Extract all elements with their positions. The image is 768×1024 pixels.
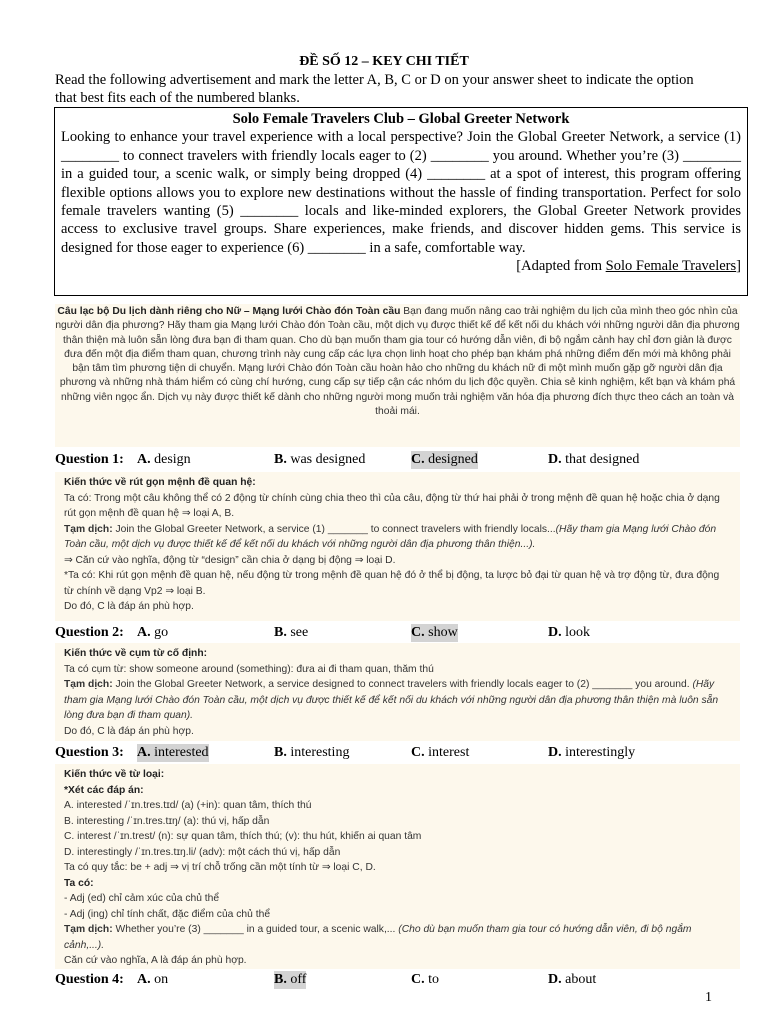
exp-translation: Tạm dịch: Join the Global Greeter Network, a service (1) _______ to connect travelers with friendly locals...(Hãy tham gia Mạng lưới Chào đón Toàn cầu, một dịch vụ được thiết kế để kết nối du khách với những người dân địa phương thân thiện...). bbox=[64, 523, 717, 550]
exp-line: D. interestingly /ˈɪn.tres.tɪŋ.li/ (adv): một cách thú vị, hấp dẫn bbox=[64, 846, 341, 858]
exp-line: Do đó, C là đáp án phù hợp. bbox=[64, 601, 194, 612]
option-d[interactable]: D. that designed bbox=[548, 452, 640, 467]
advertisement-title: Solo Female Travelers Club – Global Greeter Network bbox=[232, 111, 570, 127]
exp-line: Ta có cụm từ: show someone around (something): đưa ai đi tham quan, thăm thú bbox=[64, 663, 434, 675]
exp-line: Do đó, C là đáp án phù hợp. bbox=[64, 725, 194, 737]
explanation-1 bbox=[55, 472, 740, 621]
option-c[interactable]: C. show bbox=[411, 625, 458, 640]
advertisement-body: Looking to enhance your travel experience with a local perspective? Join the Global Greeter Network, a service (1) ________ to connect travelers with friendly locals eager to (2) ________ you around. Whether you’re (3) ________ in a guided tour, a scenic walk, or simply being dropped (4) ________ at a spot of interest, this program offering flexible options allows you to explore new destinations without the hassle of finding transportation. Perfect for solo female travelers wanting (5) ________ locals and like-minded explorers, the Global Greeter Network provides access to exclusive travel groups. Share experiences, make friends, and discover hidden gems. This service is designed for those eager to experience (6) ________ in a safe, comfortable way. bbox=[61, 129, 741, 256]
question-3 bbox=[55, 744, 755, 762]
question-label: Question 4: bbox=[55, 972, 124, 987]
question-label: Question 3: bbox=[55, 745, 124, 760]
translation-box bbox=[55, 304, 740, 447]
exp-line: *Ta có: Khi rút gọn mệnh đề quan hệ, nếu động từ trong mệnh đề quan hệ đó ở thể bị động, ta lược bỏ đại từ quan hệ và trợ động từ, đưa động từ chính về dạng Vp2 ⇒ loại B. bbox=[64, 570, 720, 597]
explanation-2 bbox=[55, 643, 740, 741]
source-prefix: [Adapted from bbox=[516, 258, 606, 275]
page-number: 1 bbox=[705, 990, 712, 1005]
exp-line: - Adj (ed) chỉ cảm xúc của chủ thể bbox=[64, 893, 220, 904]
option-a[interactable]: A. go bbox=[137, 625, 169, 640]
question-label: Question 1: bbox=[55, 452, 124, 467]
exp-heading: *Xét các đáp án: bbox=[64, 784, 144, 796]
instructions: Read the following advertisement and mark the letter A, B, C or D on your answer sheet to indicate the option that best fits each of the numbered blanks. bbox=[55, 72, 694, 106]
option-c[interactable]: C. interest bbox=[411, 745, 470, 760]
exp-line: C. interest /ˈɪn.trest/ (n): sự quan tâm, thích thú; (v): thu hút, khiến ai quan tâm bbox=[64, 831, 422, 842]
option-d[interactable]: D. interestingly bbox=[548, 745, 636, 760]
question-label: Question 2: bbox=[55, 625, 124, 640]
option-c[interactable]: C. to bbox=[411, 972, 440, 987]
exp-translation: Tạm dịch: Whether you’re (3) _______ in a guided tour, a scenic walk,... (Cho dù bạn muốn tham gia tour có hướng dẫn viên, đi bộ ngắm cảnh,...). bbox=[64, 924, 692, 951]
option-b[interactable]: B. interesting bbox=[274, 745, 350, 760]
exp-heading: Kiến thức về cụm từ cố định: bbox=[64, 648, 208, 659]
exp-line: Ta có: Trong một câu không thể có 2 động từ chính cùng chia theo thì của câu, động từ thứ hai phải ở trong mệnh đề quan hệ hoặc chia ở dạng rút gọn mệnh đề quan hệ ⇒ loại A, B. bbox=[64, 492, 720, 519]
exp-line: Ta có quy tắc: be + adj ⇒ vị trí chỗ trống cần một tính từ ⇒ loại C, D. bbox=[64, 862, 376, 873]
exp-line: B. interesting /ˈɪn.tres.tɪŋ/ (a): thú vị, hấp dẫn bbox=[64, 815, 270, 827]
option-a[interactable]: A. on bbox=[137, 972, 169, 987]
source-link[interactable]: Solo Female Travelers bbox=[605, 258, 737, 275]
explanation-3 bbox=[55, 764, 740, 969]
exp-line: ⇒ Căn cứ vào nghĩa, động từ “design” cần chia ở dạng bị động ⇒ loại D. bbox=[64, 554, 396, 566]
option-b[interactable]: B. was designed bbox=[274, 452, 366, 467]
question-2 bbox=[55, 624, 755, 642]
exp-line: A. interested /ˈɪn.tres.tɪd/ (a) (+in): quan tâm, thích thú bbox=[64, 800, 312, 811]
question-1 bbox=[55, 451, 755, 469]
translation-body: Bạn đang muốn nâng cao trải nghiệm du lịch của mình theo góc nhìn của người dân địa phương? Hãy tham gia Mạng lưới Chào đón Toàn cầu, một dịch vụ được thiết kế để kết nối du khách với những người dân địa phương thân thiện mà luôn sẵn lòng đưa bạn đi tham quan. Cho dù bạn muốn tham gia tour có hướng dẫn viên, đi bộ ngắm cảnh hay chỉ đơn giản là được đưa đến một địa điểm tham quan, chương trình này cung cấp các lựa chọn linh hoạt cho phép bạn khám phá những điểm đến mới mà không phải bận tâm tìm phương tiện di chuyển. Mạng lưới Chào đón Toàn cầu hoàn hảo cho những du khách nữ đi một mình muốn gặp gỡ người dân địa phương và những nhà thám hiểm có cùng chí hướng, cung cấp sự tiếp cận các nhóm du lịch độc quyền. Chia sẻ kinh nghiệm, kết bạn và khám phá những viên ngọc ẩn. Dịch vụ này được thiết kế dành cho những người mong muốn trải nghiệm văn hóa địa phương đích thực theo cách an toàn và thoải mái. bbox=[55, 306, 740, 418]
exp-line: - Adj (ing) chỉ tính chất, đặc điểm của chủ thể bbox=[64, 908, 271, 920]
question-4 bbox=[55, 971, 755, 989]
exp-heading: Kiến thức về rút gọn mệnh đề quan hệ: bbox=[64, 477, 256, 488]
source-suffix: ] bbox=[736, 258, 741, 275]
exp-heading: Ta có: bbox=[64, 877, 94, 889]
advertisement-source bbox=[61, 257, 741, 275]
exp-heading: Kiến thức về từ loại: bbox=[64, 769, 165, 780]
option-d[interactable]: D. look bbox=[548, 625, 591, 640]
option-c[interactable]: C. designed bbox=[411, 452, 478, 467]
option-a[interactable]: A. design bbox=[137, 452, 191, 467]
exp-line: Căn cứ vào nghĩa, A là đáp án phù hợp. bbox=[64, 955, 247, 966]
translation-title: Câu lạc bộ Du lịch dành riêng cho Nữ – Mạng lưới Chào đón Toàn cầu bbox=[57, 306, 401, 317]
option-a[interactable]: A. interested bbox=[137, 745, 209, 760]
option-b[interactable]: B. see bbox=[274, 625, 309, 640]
exp-translation: Tạm dịch: Join the Global Greeter Network, a service designed to connect travelers with friendly locals eager to (2) _______ you around. (Hãy tham gia Mạng lưới Chào đón Toàn cầu, một dịch vụ được thiết kế để kết nối du khách với những người dân địa phương thân thiện mà luôn sẵn lòng đưa bạn đi tham quan). bbox=[64, 679, 719, 721]
option-d[interactable]: D. about bbox=[548, 972, 597, 987]
page-title: ĐỀ SỐ 12 – KEY CHI TIẾT bbox=[299, 54, 469, 69]
option-b[interactable]: B. off bbox=[274, 972, 307, 987]
advertisement-box bbox=[54, 107, 748, 296]
